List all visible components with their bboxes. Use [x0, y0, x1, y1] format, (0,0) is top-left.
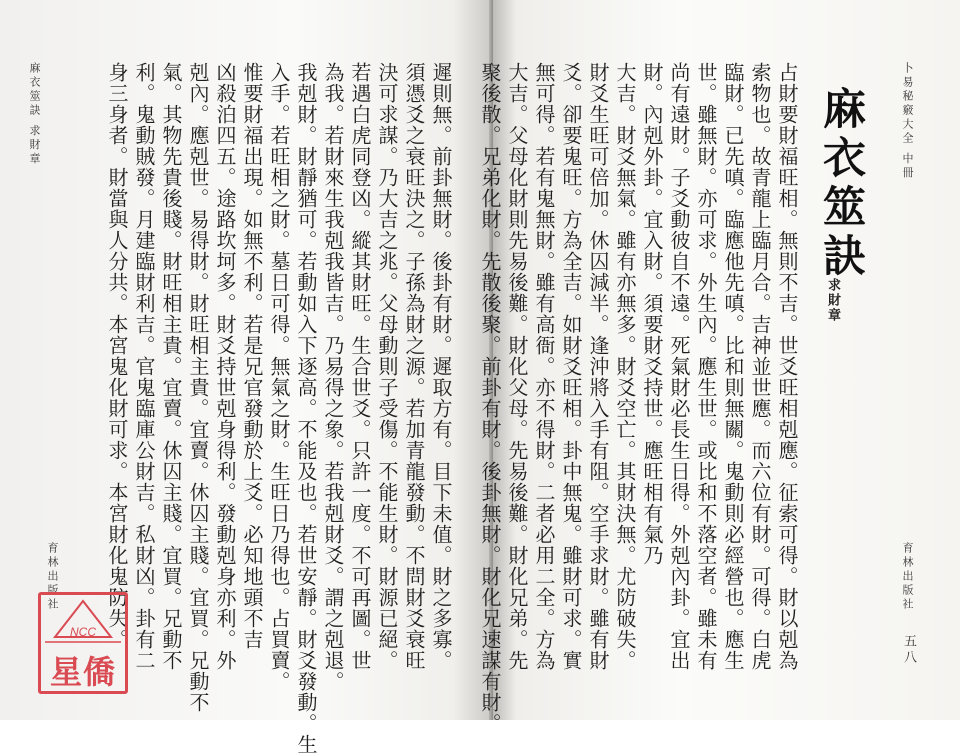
page-number: 五八	[901, 634, 916, 666]
left-running-head: 麻衣筮訣 求財章	[28, 62, 41, 167]
ncc-stamp-logo	[38, 592, 128, 694]
left-publisher: 育林出版社	[46, 542, 59, 612]
text-column: 惟要財福出現。如無不利。若是兄官發動於上爻。必知地頭不吉	[240, 62, 264, 650]
text-column: 財。內剋外卦。宜入財。須要財爻持世。應旺相有氣乃	[640, 62, 664, 566]
text-column: 氣。其物先貴後賤。財旺相主貴。宜賣。休囚主賤。宜買。兄動不	[159, 62, 183, 671]
stamp-ncc-text: NCC	[70, 625, 96, 639]
text-column: 尚有遠財。子爻動彼自不遠。死氣財必長生日得。外剋內卦。宜出	[667, 62, 691, 671]
text-column: 身三身者。財當與人分共。本宮鬼化財可求。本宮財化鬼防失。	[105, 62, 129, 650]
text-column: 入手。若旺相之財。墓日可得。無氣之財。生旺日乃得也。占買賣。	[267, 62, 291, 692]
text-column: 剋內。應剋世。易得財。財旺相主貴。宜賣。休囚主賤。宜買。兄動不	[186, 62, 210, 713]
section-title: 求財章	[825, 278, 840, 323]
text-column: 世。雖無財。亦可求。外生內。應生世。或比和不落空者。雖未有	[694, 62, 718, 671]
stamp-name-text: 星僑	[49, 653, 116, 691]
text-column: 為我。若財來生我剋我皆吉。乃易得之象。若我剋財爻。謂之剋退。	[321, 62, 345, 692]
text-column: 須憑爻之衰旺決之。子孫為財之源。若加青龍發動。不問財爻衰旺	[402, 62, 426, 671]
text-column: 財爻生旺可倍加。休囚減半。逢沖將入手有阻。空手求財。雖有財	[586, 62, 610, 671]
text-column: 爻。卻要鬼旺。方為全吉。如財爻旺相。卦中無鬼。雖財可求。實	[559, 62, 583, 671]
right-page	[478, 0, 960, 734]
text-column: 大吉。財爻無氣。雖有亦無多。財爻空亡。其財決無。尤防破失。	[613, 62, 637, 671]
page-title: 麻衣筮訣	[816, 86, 866, 282]
text-column: 無可得。若有鬼無財。雖有高衙。亦不得財。二者必用二全。方為	[532, 62, 556, 671]
text-column: 利。鬼動賊發。月建臨財利吉。官鬼臨庫公財吉。私財凶。卦有二	[132, 62, 156, 671]
text-column: 若遇白虎同登凶。縱其財旺。生合世爻。只許一度。不可再圖。世	[348, 62, 372, 671]
text-column: 決可求謀。乃大吉之兆。父母動則子受傷。不能生財。財源已絕。	[375, 62, 399, 671]
text-column: 索物也。故青龍上臨月合。吉神並世應。而六位有財。可得。白虎	[748, 62, 772, 671]
text-column: 凶殺泊四五。途路坎坷多。財爻持世剋身得利。發動剋身亦利。外	[213, 62, 237, 671]
text-column: 我剋財。財靜猶可。若動如入下逐高。不能及也。若世安靜。財爻發動。生	[294, 62, 318, 755]
text-column: 大吉。父母化財則先易後難。財化父母。先易後難。財化兄弟。先	[505, 62, 529, 671]
text-column: 臨財。已先嗔。臨應他先嗔。比和則無關。鬼動則必經營也。應生	[721, 62, 745, 671]
right-running-head: 卜易秘竅大全 中冊	[901, 62, 914, 181]
right-publisher: 育林出版社	[901, 542, 914, 612]
text-column: 占財要財福旺相。無則不吉。世爻旺相剋應。征索可得。財以剋為	[775, 62, 799, 671]
text-column: 遲則無。前卦無財。後卦有財。遲取方有。目下未值。財之多寡。	[429, 62, 453, 671]
text-column: 聚後散。兄弟化財。先散後聚。前卦有財。後卦無財。財化兄速謀有財。	[478, 62, 502, 734]
